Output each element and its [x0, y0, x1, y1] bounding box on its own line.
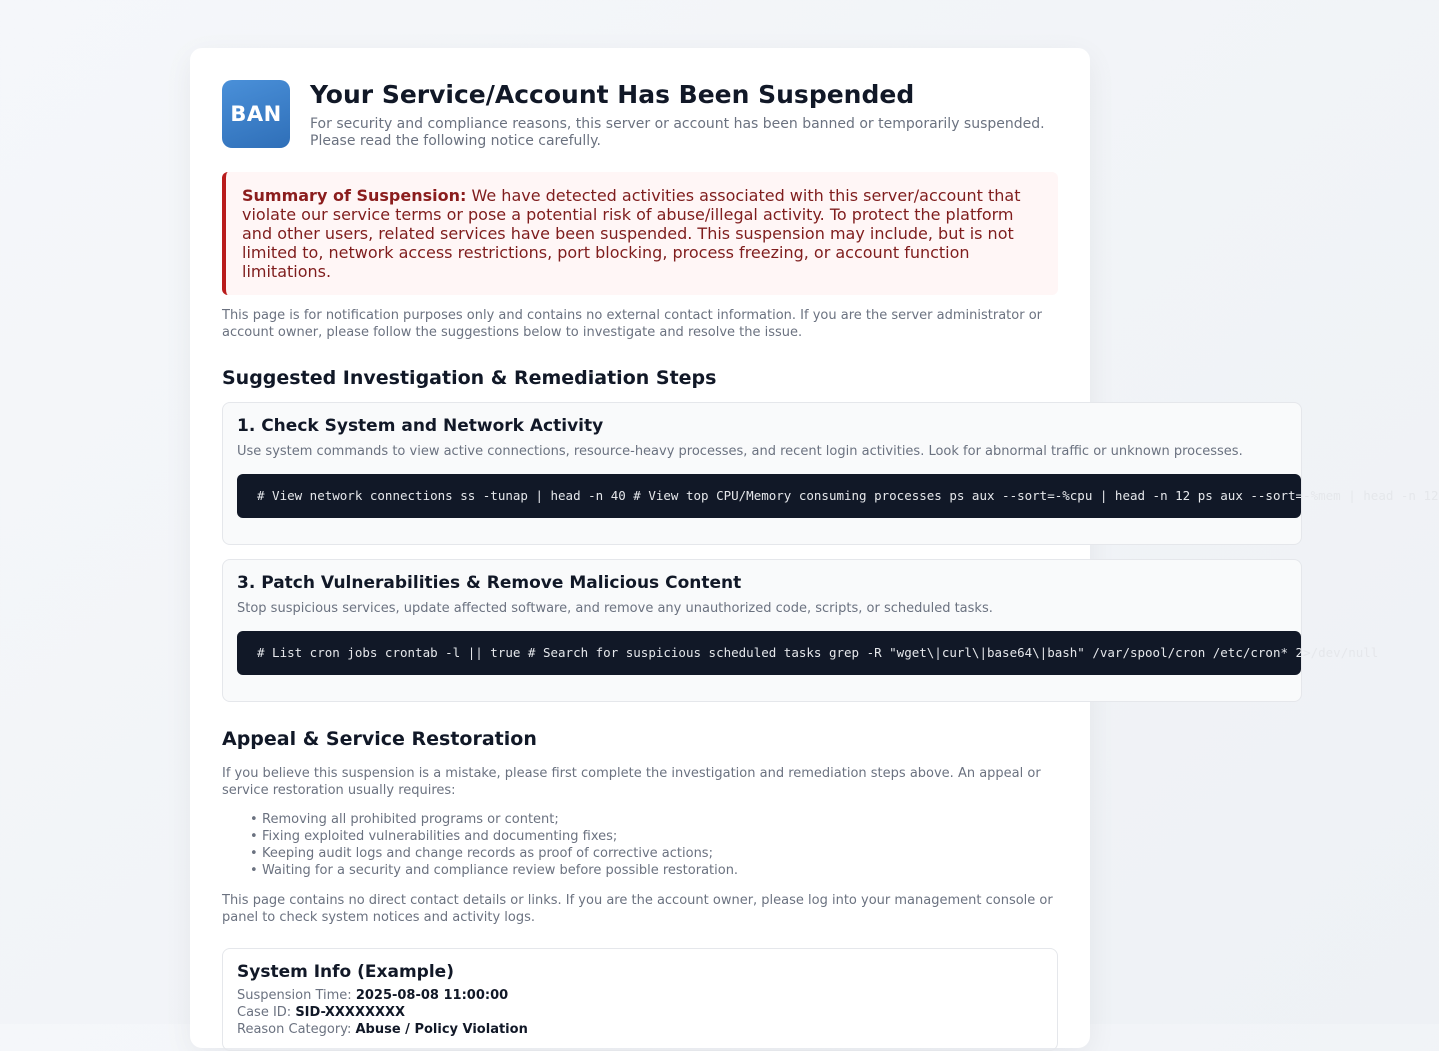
list-item: • Keeping audit logs and change records as proof of corrective actions; [262, 845, 1058, 862]
summary-label: Summary of Suspension: [242, 186, 467, 205]
step-check-activity [222, 402, 1439, 545]
appeal-intro: If you believe this suspension is a mistake, please first complete the investigation and remediation steps above. An appeal or service restoration usually requires: [222, 766, 1041, 798]
case-id-row [237, 1004, 1043, 1021]
step-patch-vulnerabilities [222, 559, 1379, 702]
summary-text: We have detected activities associated with this server/account that violate our service terms or pose a potential risk of abuse/illegal activity. To protect the platform and other users, related services have been suspended. This suspension may include, but is not limited to, network access restrictions, port blocking, process freezing, or account function limitations. [242, 186, 1021, 281]
page-subtitle [310, 116, 1045, 150]
reason-value: Abuse / Policy Violation [355, 1022, 528, 1037]
reason-row [237, 1021, 1043, 1038]
step-title: 1. Check System and Network Activity [237, 416, 604, 436]
subtitle-line-2: Please read the following notice carefully. [310, 133, 601, 149]
suspension-time-value: 2025-08-08 11:00:00 [355, 988, 509, 1003]
steps-section-title: Suggested Investigation & Remediation Steps [222, 367, 717, 389]
contact-note: This page contains no direct contact details or links. If you are the account owner, please log into your management console or panel to check system notices and activity logs. [222, 893, 1053, 925]
step-title: 3. Patch Vulnerabilities & Remove Malicious Content [237, 573, 742, 593]
page-title: Your Service/Account Has Been Suspended [310, 80, 915, 109]
system-info-panel [222, 948, 1058, 1051]
list-item: • Removing all prohibited programs or content; [262, 811, 1058, 828]
suspension-time-label: Suspension Time: [237, 988, 352, 1003]
list-item: • Waiting for a security and compliance review before possible restoration. [262, 862, 1058, 879]
appeal-section-title: Appeal & Service Restoration [222, 728, 537, 750]
suspension-card [190, 48, 1439, 1048]
case-id-label: Case ID: [237, 1005, 292, 1020]
notice-text: This page is for notification purposes only and contains no external contact information. If you are the server administrator or account owner, please follow the suggestions below to investigate and resolve the issue. [222, 308, 1043, 340]
step-description: Use system commands to view active connections, resource-heavy processes, and recent login activities. Look for abnormal traffic or unknown processes. [237, 444, 1243, 459]
case-id-value: SID-XXXXXXXX [295, 1005, 406, 1020]
suspension-time-row [237, 987, 1043, 1004]
ban-logo [222, 80, 290, 148]
list-item: • Fixing exploited vulnerabilities and documenting fixes; [262, 828, 1058, 845]
system-info-title: System Info (Example) [237, 962, 454, 982]
code-block[interactable]: # View network connections ss -tunap | head -n 40 # View top CPU/Memory consuming processes ps aux --sort=-%cpu | head -n 12 ps aux --sort=-%mem | head -n 12 [237, 474, 1301, 518]
header-text [310, 80, 1045, 150]
code-block[interactable]: # List cron jobs crontab -l || true # Search for suspicious scheduled tasks grep -R "wget\|curl\|base64\|bash" /var/spool/cron /etc/cron* 2>/dev/null [237, 631, 1301, 675]
header [222, 80, 1058, 150]
appeal-requirements-list [222, 811, 1058, 879]
suspension-summary [222, 172, 1058, 295]
reason-label: Reason Category: [237, 1022, 352, 1037]
step-description: Stop suspicious services, update affected software, and remove any unauthorized code, scripts, or scheduled tasks. [237, 601, 993, 616]
subtitle-line-1: For security and compliance reasons, this server or account has been banned or temporarily suspended. [310, 116, 1045, 132]
ban-logo-text: BAN [230, 102, 282, 126]
